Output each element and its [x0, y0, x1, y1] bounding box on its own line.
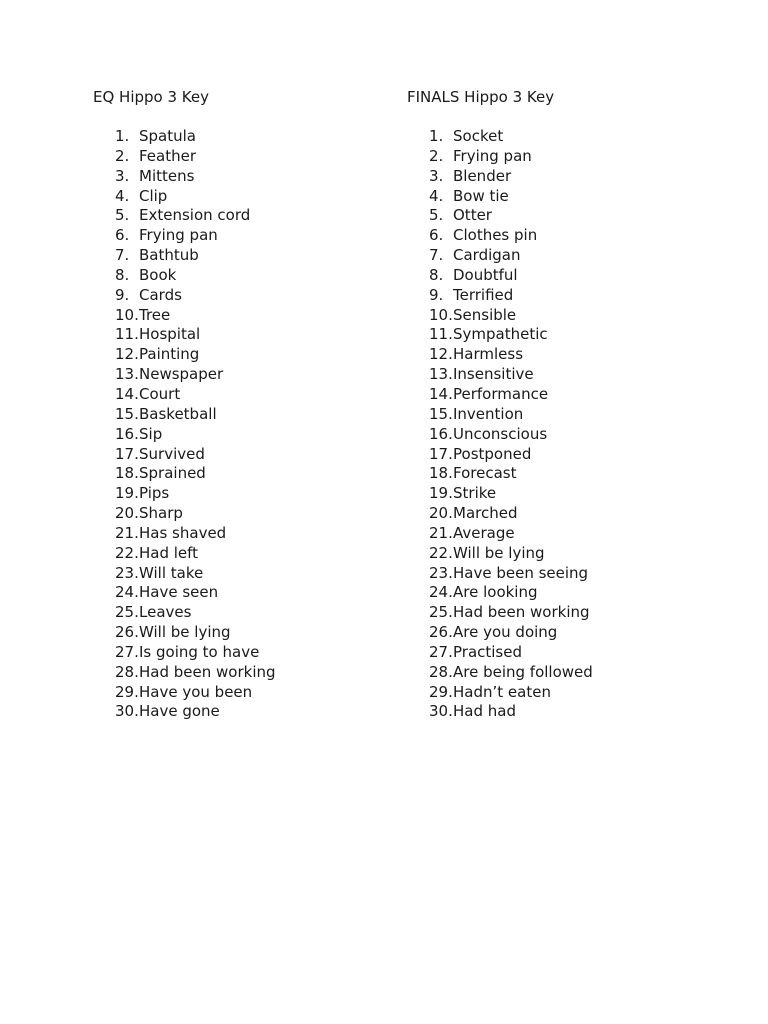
item-answer: Feather	[139, 146, 197, 165]
item-number: 9.	[429, 285, 444, 304]
item-answer: Sprained	[139, 464, 206, 483]
list-item	[93, 583, 393, 603]
item-number: 12.	[115, 345, 139, 364]
item-answer: Have gone	[139, 702, 220, 721]
item-answer: Strike	[453, 484, 497, 503]
list-item	[407, 683, 707, 703]
item-number: 26.	[429, 623, 453, 642]
item-number: 21.	[115, 523, 139, 542]
item-number: 22.	[429, 543, 453, 562]
list-item	[93, 385, 393, 405]
list-item	[93, 286, 393, 306]
item-answer: Practised	[453, 642, 523, 661]
item-answer: Frying pan	[139, 226, 218, 245]
list-item	[407, 445, 707, 465]
item-answer: Marched	[453, 504, 518, 523]
item-number: 25.	[115, 603, 139, 622]
item-number: 11.	[115, 325, 139, 344]
item-number: 21.	[429, 523, 453, 542]
list-item	[407, 345, 707, 365]
item-number: 17.	[115, 444, 139, 463]
list-item	[407, 286, 707, 306]
item-answer: Had had	[453, 702, 516, 721]
item-number: 17.	[429, 444, 453, 463]
item-answer: Mittens	[139, 166, 195, 185]
list-item	[93, 325, 393, 345]
item-number: 7.	[115, 246, 130, 265]
item-number: 15.	[115, 404, 139, 423]
item-answer: Have been seeing	[453, 563, 589, 582]
item-answer: Sip	[139, 424, 163, 443]
item-answer: Will take	[139, 563, 204, 582]
list-item	[93, 206, 393, 226]
item-number: 25.	[429, 603, 453, 622]
item-number: 28.	[115, 662, 139, 681]
item-number: 14.	[429, 384, 453, 403]
item-answer: Frying pan	[453, 146, 532, 165]
list-item	[93, 464, 393, 484]
item-answer: Cardigan	[453, 246, 521, 265]
item-number: 29.	[115, 682, 139, 701]
item-answer: Painting	[139, 345, 200, 364]
list-item	[93, 187, 393, 207]
list-item	[407, 663, 707, 683]
item-number: 12.	[429, 345, 453, 364]
item-answer: Leaves	[139, 603, 192, 622]
item-number: 28.	[429, 662, 453, 681]
list-item	[407, 187, 707, 207]
finals-answer-list	[407, 127, 707, 722]
list-item	[407, 385, 707, 405]
list-item	[93, 683, 393, 703]
list-item	[407, 127, 707, 147]
item-number: 22.	[115, 543, 139, 562]
finals-key-column	[407, 87, 707, 722]
item-answer: Bow tie	[453, 186, 509, 205]
item-answer: Book	[139, 265, 177, 284]
list-item	[93, 266, 393, 286]
item-answer: Have you been	[139, 682, 253, 701]
item-answer: Otter	[453, 206, 492, 225]
item-number: 11.	[429, 325, 453, 344]
item-number: 10.	[429, 305, 453, 324]
list-item	[93, 246, 393, 266]
item-number: 14.	[115, 384, 139, 403]
item-answer: Newspaper	[139, 365, 224, 384]
list-item	[93, 445, 393, 465]
item-number: 3.	[115, 166, 130, 185]
item-answer: Are you doing	[453, 623, 558, 642]
item-number: 3.	[429, 166, 444, 185]
list-item	[93, 524, 393, 544]
list-item	[93, 564, 393, 584]
item-number: 8.	[115, 265, 130, 284]
list-item	[93, 544, 393, 564]
list-item	[93, 623, 393, 643]
list-item	[407, 405, 707, 425]
item-number: 27.	[115, 642, 139, 661]
item-number: 4.	[429, 186, 444, 205]
eq-answer-list	[93, 127, 393, 722]
item-answer: Had been working	[453, 603, 590, 622]
item-number: 18.	[429, 464, 453, 483]
list-item	[407, 325, 707, 345]
item-number: 13.	[429, 365, 453, 384]
item-number: 20.	[115, 504, 139, 523]
item-answer: Harmless	[453, 345, 524, 364]
list-item	[93, 504, 393, 524]
item-answer: Are looking	[453, 583, 538, 602]
list-item	[407, 564, 707, 584]
list-item	[93, 226, 393, 246]
list-item	[93, 663, 393, 683]
list-item	[407, 524, 707, 544]
item-answer: Is going to have	[139, 642, 260, 661]
item-answer: Sharp	[139, 504, 183, 523]
item-number: 29.	[429, 682, 453, 701]
item-answer: Bathtub	[139, 246, 199, 265]
item-answer: Has shaved	[139, 523, 227, 542]
item-answer: Invention	[453, 404, 524, 423]
item-answer: Tree	[139, 305, 171, 324]
item-answer: Sympathetic	[453, 325, 548, 344]
item-answer: Will be lying	[453, 543, 545, 562]
list-item	[93, 702, 393, 722]
item-answer: Forecast	[453, 464, 517, 483]
item-number: 10.	[115, 305, 139, 324]
item-number: 23.	[115, 563, 139, 582]
list-item	[407, 603, 707, 623]
item-answer: Socket	[453, 127, 504, 145]
item-answer: Clip	[139, 186, 168, 205]
item-number: 23.	[429, 563, 453, 582]
item-answer: Doubtful	[453, 265, 518, 284]
item-number: 5.	[115, 206, 130, 225]
list-item	[407, 544, 707, 564]
item-answer: Had been working	[139, 662, 276, 681]
list-item	[407, 167, 707, 187]
item-number: 6.	[115, 226, 130, 245]
list-item	[407, 484, 707, 504]
item-number: 30.	[429, 702, 453, 721]
list-item	[407, 246, 707, 266]
item-answer: Blender	[453, 166, 512, 185]
list-item	[407, 583, 707, 603]
item-number: 4.	[115, 186, 130, 205]
item-number: 16.	[429, 424, 453, 443]
item-number: 6.	[429, 226, 444, 245]
item-number: 24.	[115, 583, 139, 602]
item-number: 8.	[429, 265, 444, 284]
list-item	[407, 226, 707, 246]
item-number: 20.	[429, 504, 453, 523]
list-item	[407, 365, 707, 385]
list-item	[407, 266, 707, 286]
item-answer: Unconscious	[453, 424, 548, 443]
list-item	[407, 306, 707, 326]
item-number: 2.	[115, 146, 130, 165]
list-item	[407, 623, 707, 643]
item-answer: Are being followed	[453, 662, 593, 681]
item-number: 2.	[429, 146, 444, 165]
item-number: 5.	[429, 206, 444, 225]
item-answer: Had left	[139, 543, 199, 562]
list-item	[93, 167, 393, 187]
item-answer: Hadn’t eaten	[453, 682, 551, 701]
list-item	[407, 643, 707, 663]
item-answer: Pips	[139, 484, 170, 503]
list-item	[93, 127, 393, 147]
item-answer: Cards	[139, 285, 182, 304]
item-number: 9.	[115, 285, 130, 304]
list-item	[93, 147, 393, 167]
list-item	[407, 206, 707, 226]
eq-key-column	[93, 87, 393, 722]
item-answer: Have seen	[139, 583, 219, 602]
item-answer: Survived	[139, 444, 205, 463]
item-answer: Spatula	[139, 127, 196, 145]
item-number: 18.	[115, 464, 139, 483]
list-item	[93, 306, 393, 326]
list-item	[93, 425, 393, 445]
item-answer: Sensible	[453, 305, 517, 324]
list-item	[407, 147, 707, 167]
item-number: 30.	[115, 702, 139, 721]
item-answer: Hospital	[139, 325, 201, 344]
item-number: 24.	[429, 583, 453, 602]
finals-key-title: FINALS Hippo 3 Key	[407, 88, 555, 106]
item-answer: Average	[453, 523, 515, 542]
item-answer: Court	[139, 384, 181, 403]
item-answer: Basketball	[139, 404, 217, 423]
list-item	[93, 643, 393, 663]
item-number: 1.	[429, 127, 444, 145]
list-item	[93, 345, 393, 365]
item-answer: Postponed	[453, 444, 532, 463]
item-answer: Terrified	[453, 285, 514, 304]
item-number: 19.	[115, 484, 139, 503]
item-answer: Extension cord	[139, 206, 251, 225]
list-item	[93, 365, 393, 385]
list-item	[93, 603, 393, 623]
item-number: 13.	[115, 365, 139, 384]
list-item	[93, 484, 393, 504]
list-item	[407, 702, 707, 722]
item-number: 1.	[115, 127, 130, 145]
item-number: 16.	[115, 424, 139, 443]
item-number: 7.	[429, 246, 444, 265]
item-number: 27.	[429, 642, 453, 661]
eq-key-title: EQ Hippo 3 Key	[93, 88, 209, 106]
list-item	[407, 425, 707, 445]
item-number: 26.	[115, 623, 139, 642]
list-item	[407, 504, 707, 524]
item-answer: Insensitive	[453, 365, 534, 384]
item-answer: Will be lying	[139, 623, 231, 642]
list-item	[93, 405, 393, 425]
item-answer: Performance	[453, 384, 549, 403]
item-answer: Clothes pin	[453, 226, 538, 245]
item-number: 19.	[429, 484, 453, 503]
item-number: 15.	[429, 404, 453, 423]
list-item	[407, 464, 707, 484]
